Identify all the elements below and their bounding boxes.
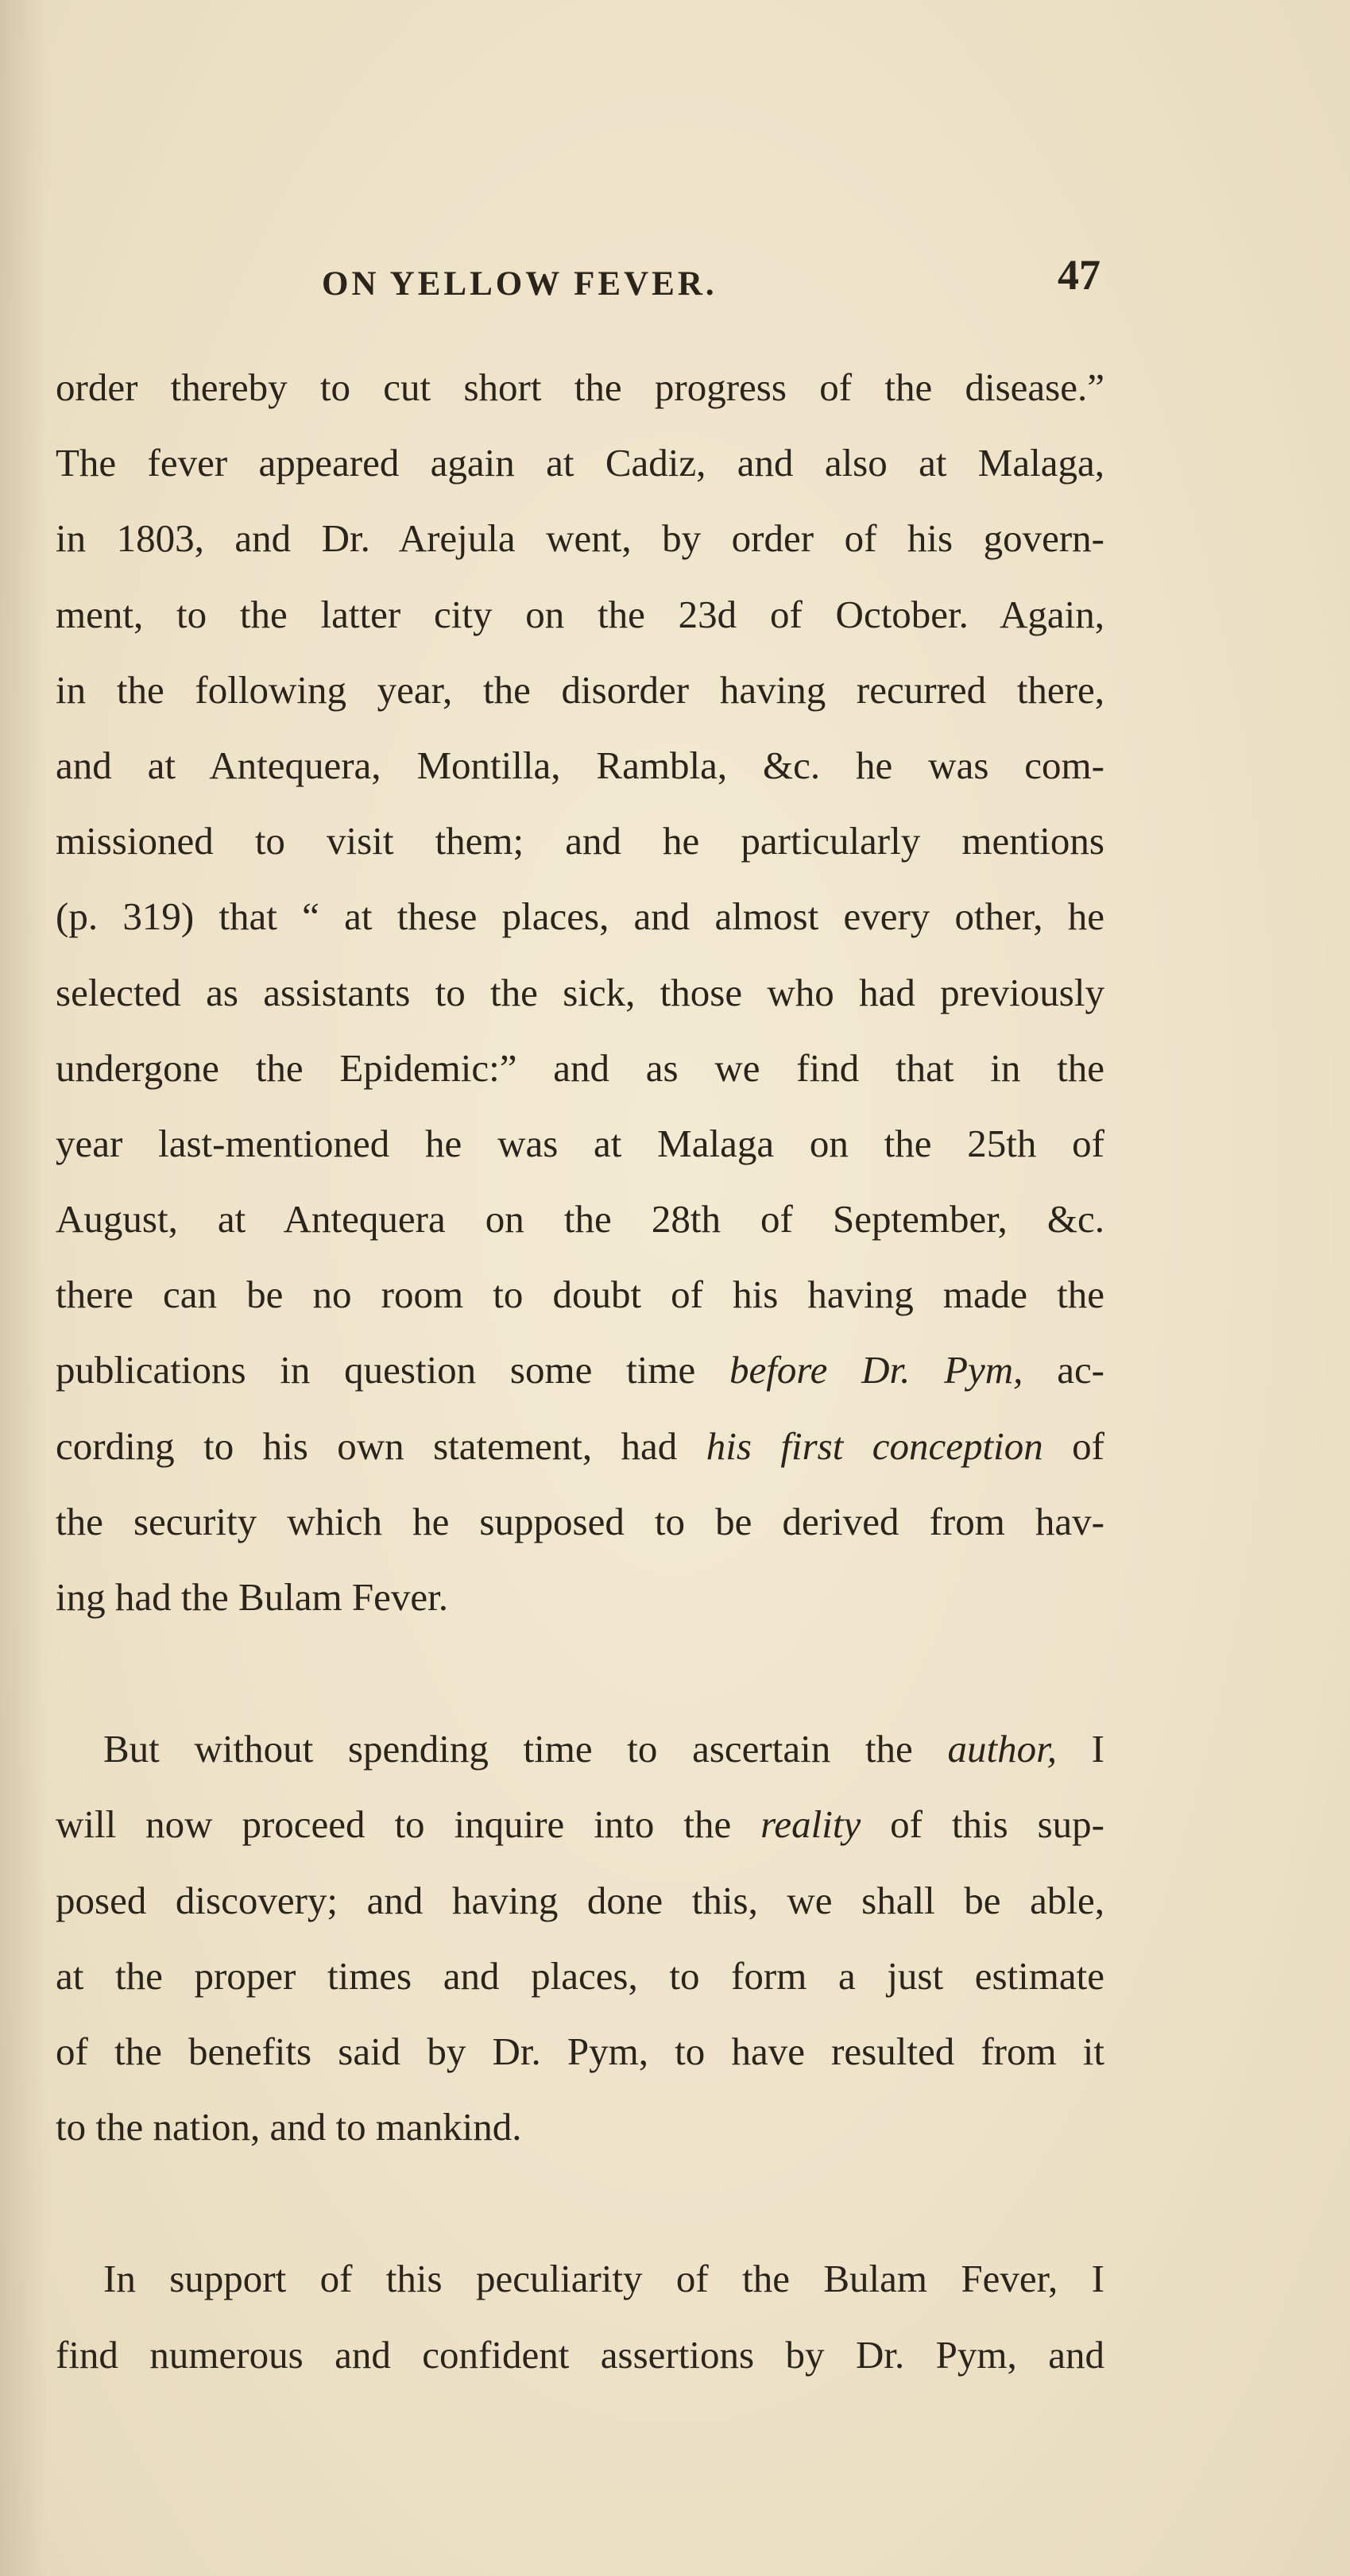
text-line: to the nation, and to mankind. xyxy=(56,2105,522,2149)
text-line xyxy=(56,1408,1104,1484)
text-line: order thereby to cut short the progress of the disease.” xyxy=(56,365,1104,409)
text-line: there can be no room to doubt of his having made the xyxy=(56,1273,1104,1317)
text-line xyxy=(56,1711,1104,1786)
paragraph-3 xyxy=(56,2241,1104,2392)
text-line: and at Antequera, Montilla, Rambla, &c. he was com- xyxy=(56,743,1104,787)
page-number: 47 xyxy=(1058,251,1101,299)
italic-text: his first conception xyxy=(706,1423,1043,1468)
page-edge-shadow xyxy=(0,0,48,2576)
text-line: The fever appeared again at Cadiz, and also at Malaga, xyxy=(56,441,1104,485)
page-header xyxy=(322,250,1101,314)
italic-text: author, xyxy=(947,1727,1057,1771)
paragraph-1 xyxy=(56,350,1104,1635)
text-run: I xyxy=(1056,1727,1104,1771)
text-line: missioned to visit them; and he particularly mentions xyxy=(56,819,1104,863)
running-title: ON YELLOW FEVER. xyxy=(322,265,718,303)
italic-text: before Dr. Pym, xyxy=(729,1348,1023,1392)
text-run: publications in question some time xyxy=(56,1348,729,1392)
text-line xyxy=(56,1332,1104,1408)
text-line: at the proper times and places, to form a just estimate xyxy=(56,1953,1104,1998)
text-run: ac- xyxy=(1023,1348,1105,1392)
text-line: find numerous and confident assertions by Dr. Pym, and xyxy=(56,2332,1104,2377)
text-line: August, at Antequera on the 28th of September, &c. xyxy=(56,1197,1104,1242)
text-run: But without spending time to ascertain the xyxy=(103,1727,948,1771)
text-line: In support of this peculiarity of the Bulam Fever, I xyxy=(103,2257,1104,2301)
text-line: in the following year, the disorder having recurred there, xyxy=(56,667,1104,712)
text-run: will now proceed to inquire into the xyxy=(56,1802,761,1847)
text-run: of xyxy=(1042,1423,1104,1468)
text-line: in 1803, and Dr. Arejula went, by order of his govern- xyxy=(56,516,1104,561)
paragraph-gap xyxy=(56,1635,1104,1711)
text-run: cording to his own statement, had xyxy=(56,1423,706,1468)
text-line xyxy=(56,1786,1104,1862)
paragraph-2 xyxy=(56,1711,1104,2165)
paragraph-gap xyxy=(56,2165,1104,2241)
text-line: ment, to the latter city on the 23d of October. Again, xyxy=(56,592,1104,636)
text-line: selected as assistants to the sick, those who had previously xyxy=(56,970,1104,1014)
text-line: of the benefits said by Dr. Pym, to have resulted from it xyxy=(56,2029,1104,2073)
text-line: undergone the Epidemic:” and as we find that in the xyxy=(56,1045,1104,1090)
text-run: of this sup- xyxy=(861,1802,1104,1847)
text-line: ing had the Bulam Fever. xyxy=(56,1575,448,1619)
text-line: year last-mentioned he was at Malaga on the 25th of xyxy=(56,1121,1104,1165)
text-line: the security which he supposed to be derived from hav- xyxy=(56,1499,1104,1543)
text-line: (p. 319) that “ at these places, and almost every other, he xyxy=(56,894,1104,939)
italic-text: reality xyxy=(760,1802,861,1847)
body-text xyxy=(56,350,1104,2393)
text-line: posed discovery; and having done this, we shall be able, xyxy=(56,1878,1104,1922)
